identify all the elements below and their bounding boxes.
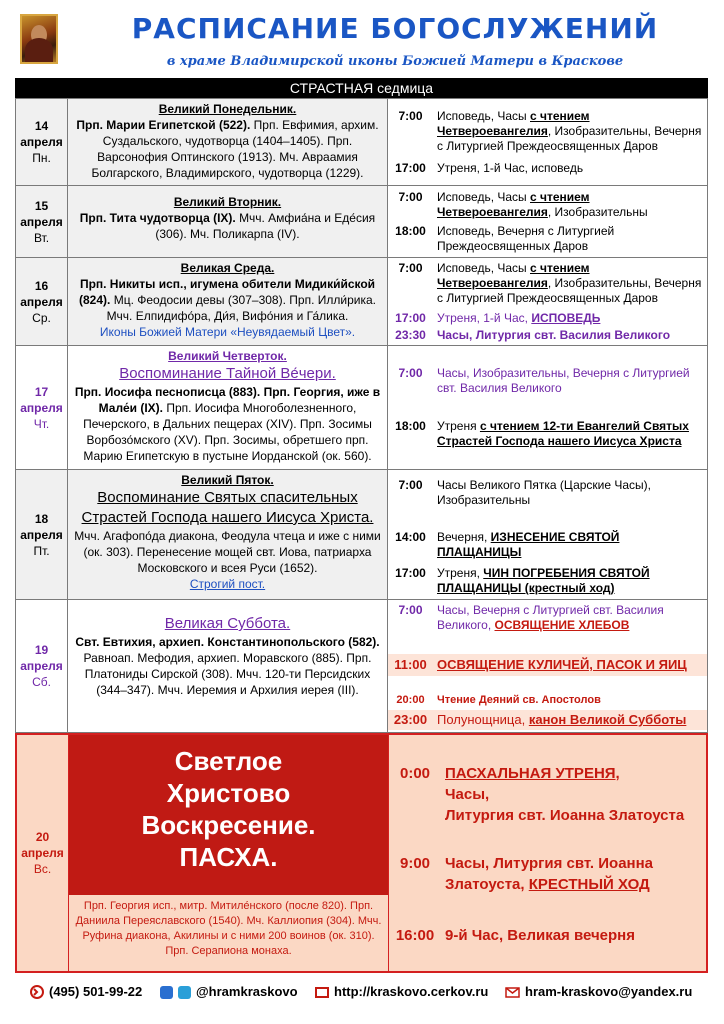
event-time: 0:00 (399, 765, 431, 782)
date-cell (16, 258, 68, 345)
page-header (0, 0, 724, 78)
footer-phone (30, 982, 142, 1002)
date-weekday: Пт. (33, 543, 50, 558)
event-highlight: ИСПОВЕДЬ (531, 311, 601, 325)
saints-text: Мц. Феодосии девы (307–308). Прп. Илли́рика. Мчч. Елпидифо́ра, Ди́я, Вифо́ния и Га́лика. (106, 293, 376, 323)
footer-social (160, 982, 298, 1002)
saints-cell (68, 600, 388, 732)
event-time: 20:00 (396, 694, 425, 706)
events-cell (388, 258, 707, 345)
date-month: апреля (20, 294, 63, 309)
event-text-post: , Изобразительны, Вечерня с Литургией Преждеосвященных Даров (437, 276, 702, 305)
mail-icon (505, 987, 520, 998)
phone-number[interactable]: (495) 501-99-22 (49, 984, 143, 999)
saints-cell (68, 258, 388, 345)
date-day: 15 (34, 198, 49, 213)
event-highlight: канон Великой Субботы (528, 712, 687, 727)
event (388, 654, 707, 676)
event-text: Часы, Вечерня с Литургией свт. Василия Великого, (437, 603, 664, 632)
date-weekday: Сб. (32, 675, 51, 689)
event-text: Часы Великого Пятка (Царские Часы), Изобразительны (437, 478, 652, 507)
schedule-row (15, 600, 708, 733)
event-time: 7:00 (398, 603, 423, 617)
date-day: 17 (34, 384, 49, 399)
events-cell (388, 186, 707, 257)
event-text-post: , Изобразительны (547, 205, 648, 219)
event-time: 17:00 (395, 161, 426, 175)
easter-line: Христово (166, 778, 291, 808)
email-link[interactable]: hram-kraskovo@yandex.ru (525, 984, 693, 999)
date-weekday: Пн. (32, 151, 51, 165)
date-cell (16, 600, 68, 732)
date-weekday: Ср. (32, 310, 51, 325)
event-highlight: КРЕСТНЫЙ ХОД (528, 876, 650, 893)
day-name: Великий Четверток. (168, 349, 287, 363)
date-weekday: Чт. (33, 416, 50, 431)
saints-cell (68, 470, 388, 599)
saints-bold: Свт. Евтихия, архиеп. Константинопольского (582). (75, 635, 380, 649)
saints-text: Мчч. Амфиа́на и Еде́сия (306). Мч. Поликарпа (IV). (155, 211, 376, 241)
event-time: 23:30 (395, 328, 426, 342)
saints-icon-feast: Иконы Божией Матери «Неувядаемый Цвет». (99, 325, 356, 339)
event-highlight: ПАСХАЛЬНАЯ УТРЕНЯ, (445, 765, 620, 782)
event-highlight: с чтением Четвероевангелия (437, 261, 590, 290)
week-title: СТРАСТНАЯ седмица (15, 78, 708, 98)
saints-bold: Прп. Иосифа песнописца (883). Прп. Георгия, иже в Мале́и (IX). (74, 385, 381, 415)
events-cell (389, 735, 706, 971)
telegram-icon[interactable] (178, 986, 191, 999)
saints-bold: Прп. Тита чудотворца (IX). (79, 211, 236, 225)
event-text: Часы, Литургия свт. Иоанна (445, 855, 654, 872)
day-subtitle: Воспоминание Тайной Ве́чери. (119, 365, 336, 382)
day-name: Великая Суббота. (164, 615, 291, 632)
event-text: 9-й Час, Великая вечерня (445, 927, 635, 944)
date-day: 20 (35, 830, 50, 844)
event-text: Утреня, (437, 566, 484, 580)
footer-email (505, 982, 692, 1002)
event-text: Исповедь, Часы (437, 190, 530, 204)
date-month: апреля (20, 135, 63, 149)
date-month: апреля (21, 846, 64, 860)
event-text: Часы, Литургия свт. Василия Великого (437, 328, 671, 342)
page-subtitle: в храме Владимирской иконы Божией Матери в Краскове (166, 54, 624, 69)
event-text: Литургия свт. Иоанна Златоуста (445, 807, 685, 824)
day-name: Великий Вторник. (173, 195, 282, 209)
event-text: Утреня, 1-й Час, исповедь (437, 161, 584, 175)
event-highlight: ИЗНЕСЕНИЕ СВЯТОЙ ПЛАЩАНИЦЫ (437, 530, 620, 559)
event-time: 16:00 (395, 927, 435, 944)
saints-cell (68, 346, 388, 469)
event-highlight: с чтением Четвероевангелия (437, 190, 590, 219)
date-month: апреля (20, 527, 63, 542)
virgin-icon-image (20, 14, 58, 64)
day-name: Великая Среда. (180, 261, 275, 275)
day-name: Великий Пяток. (181, 473, 274, 487)
event-time: 23:00 (393, 712, 428, 727)
date-day: 19 (34, 643, 49, 657)
event-text: Исповедь, Вечерня с Литургией Преждеосвященных Даров (437, 224, 615, 253)
page-title: РАСПИСАНИЕ БОГОСЛУЖЕНИЙ (131, 12, 659, 45)
date-weekday: Вт. (33, 230, 50, 245)
computer-icon (315, 987, 329, 998)
events-cell (388, 99, 707, 185)
fast-note: Строгий пост. (189, 577, 266, 591)
easter-line: Светлое (174, 746, 283, 776)
date-month: апреля (20, 400, 63, 415)
event-text: Часы, Изобразительны, Вечерня с Литургией свт. Василия Великого (437, 366, 690, 395)
event-text: Исповедь, Часы (437, 261, 530, 275)
day-name: Великий Понедельник. (158, 102, 297, 116)
date-weekday: Вс. (33, 862, 52, 876)
easter-line: Воскресение. (141, 810, 316, 840)
date-month: апреля (20, 214, 63, 229)
date-month: апреля (20, 659, 63, 673)
date-day: 18 (34, 511, 49, 526)
event-time: 17:00 (395, 311, 426, 325)
event-text: Часы, (445, 786, 490, 803)
event-time: 7:00 (398, 261, 423, 275)
event-highlight: ОСВЯЩЕНИЕ КУЛИЧЕЙ, ПАСОК И ЯИЦ (437, 657, 687, 672)
footer-site (315, 982, 488, 1002)
event-text: Златоуста, (445, 876, 529, 893)
date-day: 16 (34, 278, 49, 293)
event-time: 18:00 (395, 419, 426, 433)
event-highlight: ОСВЯЩЕНИЕ ХЛЕБОВ (494, 618, 630, 632)
event-text: Вечерня, (437, 530, 491, 544)
event-highlight: с чтением 12-ти Евангелий Святых Страстей Господа нашего Иисуса Христа (437, 419, 689, 448)
event-time: 11:00 (394, 657, 427, 672)
date-cell (16, 346, 68, 469)
event-highlight: ЧИН ПОГРЕБЕНИЯ СВЯТОЙ ПЛАЩАНИЦЫ (крестный ход) (437, 566, 650, 595)
saints-cell (68, 99, 388, 185)
event-time: 14:00 (395, 530, 426, 544)
date-cell (16, 99, 68, 185)
phone-icon (30, 985, 44, 999)
saints-text: Прп. Георгия исп., митр. Митиле́нского (после 820). Прп. Даниила Переяславского (1540). Мч. Каллиопия (304). Мчч. Руфина диакона, Акилины и с ними 200 воинов (ок. 310). Прп. Серапиона монаха. (69, 895, 389, 971)
event-time: 7:00 (398, 190, 423, 204)
saints-text: Прп. Евфимия, архим. Суздальского, чудотворца (1404–1405). Прп. Варсонофия Оптинского (1913). Мч. Авраамия Болгарского, Владимирского, чудотворца (1229). (91, 118, 379, 180)
event-time: 18:00 (395, 224, 426, 238)
schedule-row (15, 98, 708, 186)
event-text: Полунощница, (437, 712, 529, 727)
saints-bold: Прп. Никиты исп., игумена обители Мидики́йской (824). (79, 277, 376, 307)
events-cell (388, 470, 707, 599)
date-cell (16, 186, 68, 257)
saints-cell (68, 186, 388, 257)
event-text-post: , Изобразительны, Вечерня с Литургией Преждеосвященных Даров (437, 124, 702, 153)
date-day: 14 (34, 119, 49, 133)
event-time: 7:00 (398, 109, 423, 123)
events-cell (388, 346, 707, 469)
saints-bold: Прп. Марии Египетской (522). (76, 118, 251, 132)
event-time: 7:00 (398, 478, 423, 492)
event-time: 9:00 (399, 855, 431, 872)
schedule-row (15, 258, 708, 346)
date-cell (16, 470, 68, 599)
event-highlight: с чтением Четвероевангелия (437, 109, 590, 138)
day-subtitle: Воспоминание Святых спасительных Страстей Господа нашего Иисуса Христа. (81, 489, 374, 526)
easter-feast-title (69, 735, 389, 895)
schedule-row (15, 186, 708, 258)
social-handle[interactable]: @hramkraskovo (196, 984, 298, 999)
event-time: 17:00 (395, 566, 426, 580)
saints-text: Мчч. Агафопо́да диакона, Феодула чтеца и иже с ними (ок. 303). Перенесение мощей свт. Иова, патриарха Московского и всея Руси (1652). (74, 529, 381, 575)
event-text: Утреня (437, 419, 480, 433)
saints-text: Равноап. Мефодия, архиеп. Моравского (885). Прп. Платониды Сирской (308). Мчч. 120-ти Персидских (344–347). Мчч. Иеремия и Архилия иерея (III). (83, 651, 372, 697)
date-cell (17, 735, 69, 971)
event-text: Чтение Деяний св. Апостолов (437, 694, 601, 706)
event (388, 710, 707, 730)
event-text: Утреня, 1-й Час, (437, 311, 532, 325)
event-time: 7:00 (398, 366, 423, 380)
saints-text: Прп. Иосифа Многоболезненного, Печерского, в Дальних пещерах (XIV). Прп. Зосимы Ворбозо́мского (XV). Прп. Зосимы, обретшего прп. Марию Египетскую в пустыне Иорданской (ок. 560). (83, 401, 372, 463)
event-text: Исповедь, Часы (437, 109, 530, 123)
schedule-row (15, 346, 708, 470)
website-link[interactable]: http://kraskovo.cerkov.ru (334, 984, 489, 999)
easter-row (15, 733, 708, 973)
vk-icon[interactable] (160, 986, 173, 999)
events-cell (388, 600, 707, 732)
schedule-row (15, 470, 708, 600)
page-footer (0, 982, 724, 1004)
easter-line: ПАСХА. (179, 842, 278, 872)
